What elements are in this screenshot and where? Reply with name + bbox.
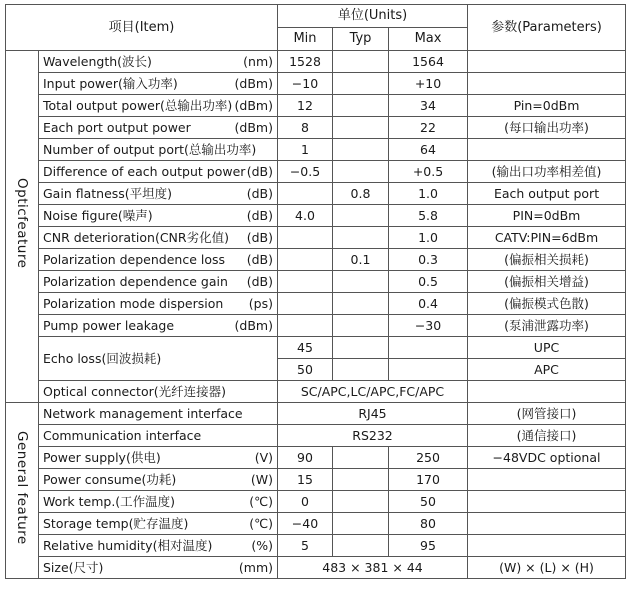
row-name: Noise figure(噪声) (dB) [39, 205, 278, 227]
table-row [6, 205, 626, 227]
max-cell: 34 [389, 95, 468, 117]
param-cell [468, 139, 626, 161]
param-cell: −48VDC optional [468, 447, 626, 469]
table-row [6, 535, 626, 557]
max-cell: +10 [389, 73, 468, 95]
min-cell [278, 183, 333, 205]
table-row [6, 491, 626, 513]
param-cell: (泵浦泄露功率) [468, 315, 626, 337]
param-cell: (偏振相关损耗) [468, 249, 626, 271]
max-cell: 95 [389, 535, 468, 557]
param-cell: Pin=0dBm [468, 95, 626, 117]
row-name: Communication interface [39, 425, 278, 447]
table-row [6, 183, 626, 205]
size-row [6, 557, 626, 579]
row-name: Power supply(供电) (V) [39, 447, 278, 469]
max-header: Max [389, 28, 468, 51]
echo-loss-label: Echo loss(回波损耗) [39, 337, 278, 381]
typ-cell [333, 337, 389, 359]
max-cell [389, 337, 468, 359]
typ-cell [333, 271, 389, 293]
row-name: Number of output port(总输出功率) [39, 139, 278, 161]
max-cell: 0.5 [389, 271, 468, 293]
table-row [6, 293, 626, 315]
row-name: Size(尺寸) (mm) [39, 557, 278, 579]
table-row [6, 425, 626, 447]
max-cell [389, 359, 468, 381]
table-row [6, 227, 626, 249]
max-cell: +0.5 [389, 161, 468, 183]
param-cell: UPC [468, 337, 626, 359]
row-name: Relative humidity(相对温度) (%) [39, 535, 278, 557]
param-cell: (每口输出功率) [468, 117, 626, 139]
typ-header: Typ [333, 28, 389, 51]
min-cell: 8 [278, 117, 333, 139]
param-cell [468, 535, 626, 557]
min-cell: 0 [278, 491, 333, 513]
typ-cell [333, 227, 389, 249]
typ-cell [333, 95, 389, 117]
row-name: Wavelength(波长) (nm) [39, 51, 278, 73]
table-row [6, 403, 626, 425]
typ-cell [333, 315, 389, 337]
table-row [6, 315, 626, 337]
row-name: Optical connector(光纤连接器) [39, 381, 278, 403]
min-cell [278, 271, 333, 293]
param-cell [468, 513, 626, 535]
max-cell: 250 [389, 447, 468, 469]
row-name: Pump power leakage (dBm) [39, 315, 278, 337]
row-name: Work temp.(工作温度) (℃) [39, 491, 278, 513]
param-cell [468, 51, 626, 73]
row-name: Polarization dependence loss (dB) [39, 249, 278, 271]
row-name: CNR deterioration(CNR劣化值) (dB) [39, 227, 278, 249]
table-row [6, 117, 626, 139]
params-header: 参数(Parameters) [468, 5, 626, 51]
max-cell: 80 [389, 513, 468, 535]
typ-cell [333, 447, 389, 469]
span-value: RS232 [278, 425, 468, 447]
min-cell: 90 [278, 447, 333, 469]
max-cell: 170 [389, 469, 468, 491]
row-name: Each port output power (dBm) [39, 117, 278, 139]
typ-cell [333, 161, 389, 183]
table-row [6, 161, 626, 183]
max-cell: 22 [389, 117, 468, 139]
min-cell: 50 [278, 359, 333, 381]
param-cell: APC [468, 359, 626, 381]
table-row [6, 447, 626, 469]
optic-section-label: Opticfeature [6, 51, 39, 403]
min-cell: 1 [278, 139, 333, 161]
param-cell: (W) × (L) × (H) [468, 557, 626, 579]
row-name: Polarization dependence gain (dB) [39, 271, 278, 293]
header-row-1 [6, 5, 626, 28]
row-name: Storage temp(贮存温度) (℃) [39, 513, 278, 535]
typ-cell [333, 359, 389, 381]
min-cell [278, 249, 333, 271]
max-cell: 64 [389, 139, 468, 161]
param-cell: (通信接口) [468, 425, 626, 447]
min-cell [278, 293, 333, 315]
table-row [6, 73, 626, 95]
typ-cell: 0.1 [333, 249, 389, 271]
typ-cell [333, 139, 389, 161]
connector-row [6, 381, 626, 403]
min-cell [278, 315, 333, 337]
min-header: Min [278, 28, 333, 51]
typ-cell: 0.8 [333, 183, 389, 205]
row-name: Difference of each output power (dB) [39, 161, 278, 183]
min-cell: −0.5 [278, 161, 333, 183]
param-cell: PIN=0dBm [468, 205, 626, 227]
row-name: Gain flatness(平坦度) (dB) [39, 183, 278, 205]
table-row [6, 139, 626, 161]
max-cell: 50 [389, 491, 468, 513]
param-cell: (网管接口) [468, 403, 626, 425]
typ-cell [333, 117, 389, 139]
row-name: Input power(输入功率) (dBm) [39, 73, 278, 95]
row-name: Polarization mode dispersion (ps) [39, 293, 278, 315]
typ-cell [333, 51, 389, 73]
row-name: Power consume(功耗) (W) [39, 469, 278, 491]
max-cell: 1.0 [389, 227, 468, 249]
min-cell: 5 [278, 535, 333, 557]
max-cell: 0.4 [389, 293, 468, 315]
table-row [6, 513, 626, 535]
param-cell: (偏振模式色散) [468, 293, 626, 315]
min-cell: −40 [278, 513, 333, 535]
param-cell [468, 469, 626, 491]
size-value: 483 × 381 × 44 [278, 557, 468, 579]
max-cell: 1564 [389, 51, 468, 73]
table-row [6, 249, 626, 271]
row-name: Total output power(总输出功率) (dBm) [39, 95, 278, 117]
param-cell: Each output port [468, 183, 626, 205]
typ-cell [333, 491, 389, 513]
param-cell [468, 73, 626, 95]
table-row [6, 51, 626, 73]
param-cell [468, 381, 626, 403]
typ-cell [333, 469, 389, 491]
echo-row-upc [6, 337, 626, 359]
units-header: 单位(Units) [278, 5, 468, 28]
min-cell [278, 227, 333, 249]
min-cell: −10 [278, 73, 333, 95]
max-cell: 1.0 [389, 183, 468, 205]
table-row [6, 469, 626, 491]
typ-cell [333, 73, 389, 95]
typ-cell [333, 293, 389, 315]
spec-table [5, 4, 626, 579]
param-cell: (偏振相关增益) [468, 271, 626, 293]
param-cell [468, 491, 626, 513]
min-cell: 45 [278, 337, 333, 359]
row-name: Network management interface [39, 403, 278, 425]
connector-value: SC/APC,LC/APC,FC/APC [278, 381, 468, 403]
table-row [6, 271, 626, 293]
typ-cell [333, 535, 389, 557]
min-cell: 1528 [278, 51, 333, 73]
typ-cell [333, 205, 389, 227]
typ-cell [333, 513, 389, 535]
item-header: 项目(Item) [6, 5, 278, 51]
table-row [6, 95, 626, 117]
general-section-label: General feature [6, 403, 39, 579]
max-cell: 5.8 [389, 205, 468, 227]
param-cell: (输出口功率相差值) [468, 161, 626, 183]
param-cell: CATV:PIN=6dBm [468, 227, 626, 249]
min-cell: 12 [278, 95, 333, 117]
min-cell: 4.0 [278, 205, 333, 227]
min-cell: 15 [278, 469, 333, 491]
max-cell: −30 [389, 315, 468, 337]
span-value: RJ45 [278, 403, 468, 425]
max-cell: 0.3 [389, 249, 468, 271]
